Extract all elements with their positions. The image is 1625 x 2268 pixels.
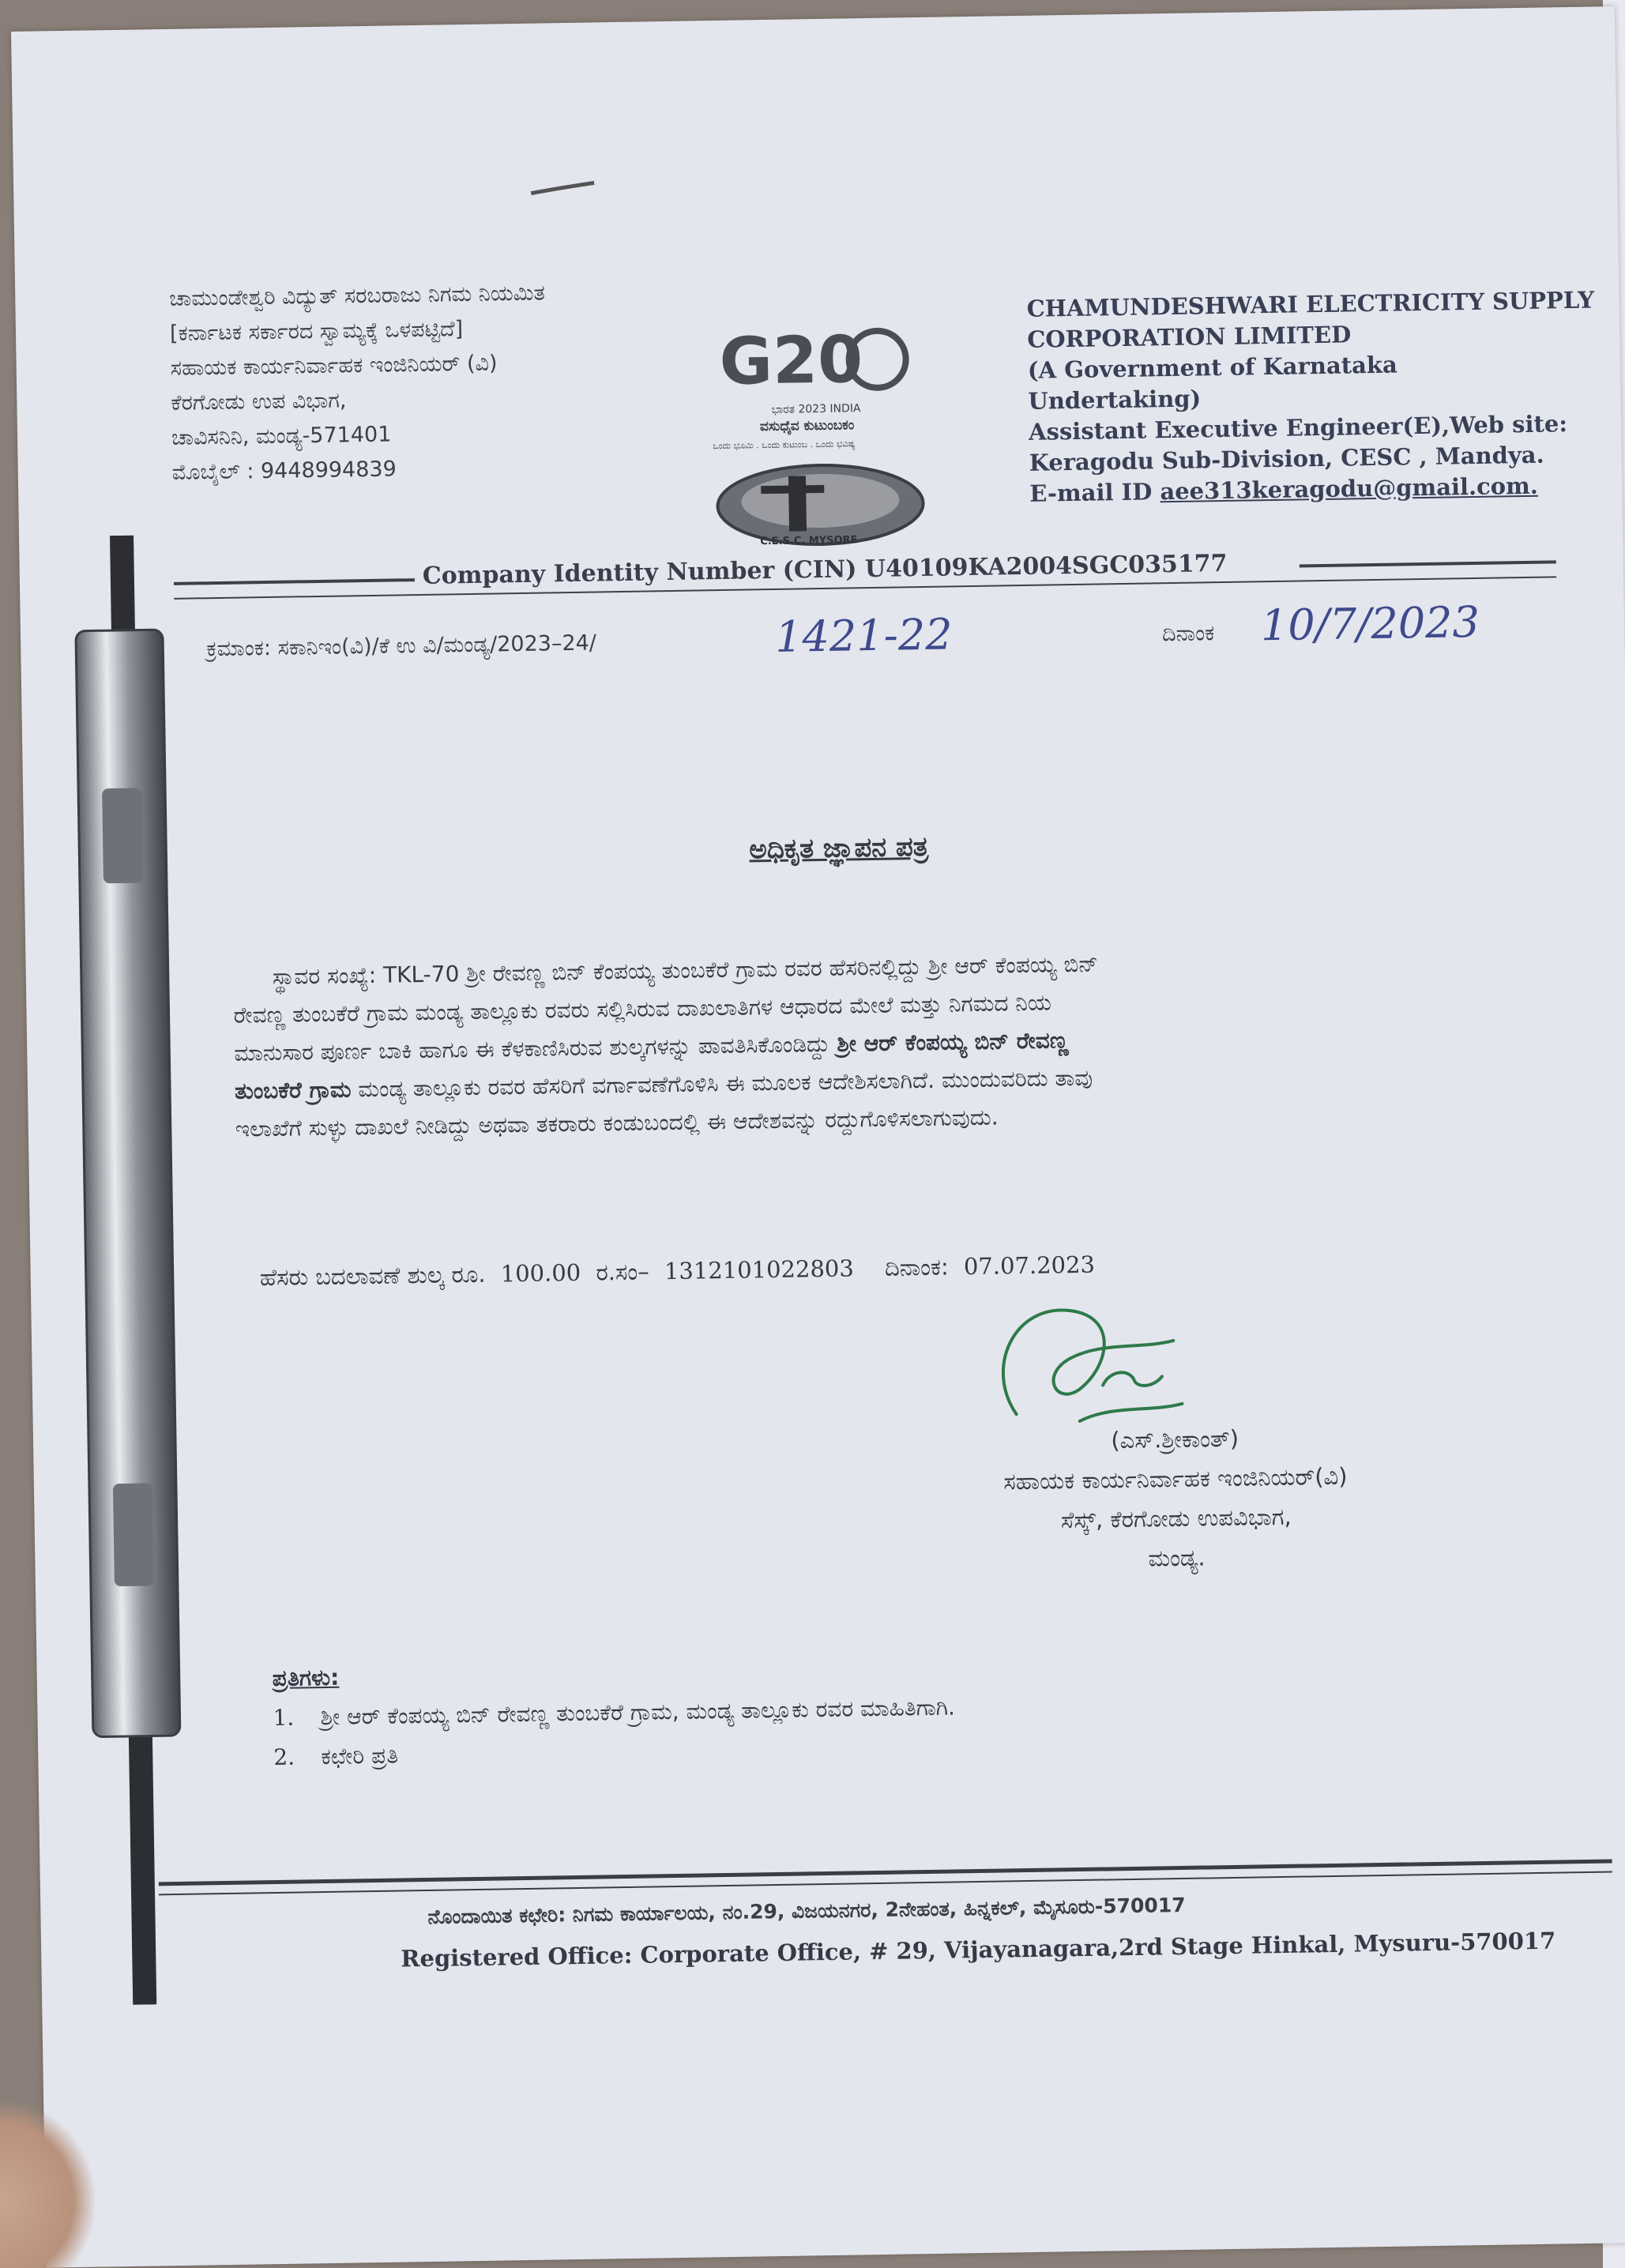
g20-logo xyxy=(703,317,958,463)
date-label: ದಿನಾಂಕ xyxy=(1161,621,1215,647)
copies-heading: ಪ್ರತಿಗಳು: xyxy=(272,1664,340,1692)
copies-section xyxy=(272,1649,956,1778)
body-text: ಮಂಡ್ಯ ತಾಲ್ಲೂಕು ರವರ ಹೆಸರಿಗೆ ವರ್ಗಾವಣೆಗೊಳಿಸಿ ಈ ಮೂಲಕ ಆದೇಶಿಸಲಾಗಿದೆ. ಮುಂದುವರಿದು ತಾವು xyxy=(358,1064,1093,1103)
email-address: aee313keragodu@gmail.com. xyxy=(1160,472,1539,506)
fee-amount: 100.00 xyxy=(500,1258,581,1288)
copy-item-number: 1. xyxy=(273,1704,295,1732)
finger-shadow xyxy=(0,2101,95,2268)
company-cin: Company Identity Number (CIN) U40109KA2004SGC035177 xyxy=(415,548,1300,590)
header-left-kannada xyxy=(169,273,741,491)
header-right-line4: Undertaking) xyxy=(1028,385,1202,415)
g20-text: G20 xyxy=(718,322,863,400)
date-handwritten: 10/7/2023 xyxy=(1260,596,1480,651)
document-title: ಅಧಿಕೃತ ಜ್ಞಾಪನ ಪತ್ರ xyxy=(749,830,929,866)
receipt-label: ರ.ಸಂ– xyxy=(596,1258,649,1286)
order-body xyxy=(232,938,1563,1148)
footer-english: Registered Office: Corporate Office, # 29, Vijayanagara,2rd Stage Hinkal, Mysuru-570017 xyxy=(401,1927,1556,1973)
cesc-emblem xyxy=(713,460,928,550)
body-bold-village: ತುಂಬಕೆರೆ ಗ್ರಾಮ xyxy=(234,1076,352,1104)
body-line: ಇಲಾಖೆಗೆ ಸುಳ್ಳು ದಾಖಲೆ ನೀಡಿದ್ದು ಅಥವಾ ತಕರಾರು ಕಂಡುಬಂದಲ್ಲಿ ಈ ಆದೇಶವನ್ನು ರದ್ದುಗೊಳಿಸಲಾಗುವುದು. xyxy=(235,1104,999,1142)
header-left-line: [ಕರ್ನಾಟಕ ಸರ್ಕಾರದ ಸ್ವಾಮ್ಯಕ್ಕೆ ಒಳಪಟ್ಟಿದೆ] xyxy=(169,317,464,346)
header-left-line: ಕೆರಗೋಡು ಉಪ ವಿಭಾಗ, xyxy=(171,388,347,416)
signatory-block xyxy=(878,1415,1473,1582)
footer-divider-thin xyxy=(159,1871,1612,1895)
email-label: E-mail ID xyxy=(1029,478,1160,507)
header-right-line6: Keragodu Sub-Division, CESC , Mandya. xyxy=(1029,441,1544,476)
header-right-line3: (A Government of Karnataka xyxy=(1027,351,1398,384)
copy-item-text: ಶ್ರೀ ಆರ್ ಕೆಂಪಯ್ಯ ಬಿನ್ ರೇವಣ್ಣ ತುಂಬಕೆರೆ ಗ್ರಾಮ, ಮಂಡ್ಯ ತಾಲ್ಲೂಕು ರವರ ಮಾಹಿತಿಗಾಗಿ. xyxy=(320,1694,956,1731)
header-right-english xyxy=(1026,285,1595,510)
header-right-line5: Assistant Executive Engineer(E),Web site: xyxy=(1028,410,1568,446)
header-right-line2: CORPORATION LIMITED xyxy=(1027,321,1352,353)
header-left-line: ಸಹಾಯಕ ಕಾರ್ಯನಿರ್ವಾಹಕ ಇಂಜಿನಿಯರ್ (ವಿ) xyxy=(170,351,498,381)
cesc-emblem-text: C.E.S.C. MYSORE xyxy=(760,534,858,548)
copy-item-number: 2. xyxy=(273,1743,295,1771)
fee-label: ಹೆಸರು ಬದಲಾವಣೆ ಶುಲ್ಕ ರೂ. xyxy=(259,1260,486,1292)
header-left-line: ಚಾವಿಸನಿನಿ, ಮಂಡ್ಯ-571401 xyxy=(171,422,392,450)
fee-date-label: ದಿನಾಂಕ: xyxy=(884,1253,950,1281)
header-right-line1: CHAMUNDESHWARI ELECTRICITY SUPPLY xyxy=(1026,286,1595,322)
body-line: ಸ್ಥಾವರ ಸಂಖ್ಯೆ: TKL-70 ಶ್ರೀ ರೇವಣ್ಣ ಬಿನ್ ಕೆಂಪಯ್ಯ ತುಂಬಕೆರೆ ಗ್ರಾಮ ರವರ ಹೆಸರಿನಲ್ಲಿದ್ದು ಶ್ರೀ ಆರ್ ಕೆಂಪಯ್ಯ ಬಿನ್ xyxy=(272,950,1099,990)
pen-mark xyxy=(527,176,598,201)
header-left-line: ಚಾಮುಂಡೇಶ್ವರಿ ವಿದ್ಯುತ್ ಸರಬರಾಜು ನಿಗಮ ನಿಯಮಿತ xyxy=(169,280,546,311)
footer-kannada: ನೊಂದಾಯಿತ ಕಛೇರಿ: ನಿಗಮ ಕಾರ್ಯಾಲಯ, ನಂ.29, ವಿಜಯನಗರ, 2ನೇಹಂತ, ಹಿನ್ನಕಲ್, ಮೈಸೂರು-570017 xyxy=(427,1893,1186,1929)
signature-handwritten xyxy=(983,1293,1198,1439)
g20-line1: ಭಾರತ 2023 INDIA xyxy=(771,402,861,416)
header-left-line: ಮೊಬೈಲ್ : 9448994839 xyxy=(171,457,397,485)
signatory-office: ಸೆಸ್ಕ್, ಕೆರಗೋಡು ಉಪವಿಭಾಗ, xyxy=(1060,1503,1292,1534)
body-text: ಮಾನುಸಾರ ಪೂರ್ಣ ಬಾಕಿ ಹಾಗೂ ಈ ಕೆಳಕಾಣಿಸಿರುವ ಶುಲ್ಕಗಳನ್ನು ಪಾವತಿಸಿಕೊಂಡಿದ್ದು xyxy=(234,1030,830,1066)
name-change-fee-line xyxy=(260,1251,1104,1292)
receipt-number: 1312101022803 xyxy=(664,1254,855,1285)
letter-sheet xyxy=(11,6,1625,2268)
body-line: ರೇವಣ್ಣ ತುಂಬಕೆರೆ ಗ್ರಾಮ ಮಂಡ್ಯ ತಾಲ್ಲೂಕು ರವರು ಸಲ್ಲಿಸಿರುವ ದಾಖಲಾತಿಗಳ ಆಧಾರದ ಮೇಲೆ ಮತ್ತು ನಿಗಮದ ನಿಯ xyxy=(233,989,1052,1029)
reference-label: ಕ್ರಮಾಂಕ: ಸಕಾನಿಇಂ(ವಿ)/ಕೆ ಉ ವಿ/ಮಂಡ್ಯ/2023–24/ xyxy=(206,630,597,662)
signatory-place: ಮಂಡ್ಯ. xyxy=(1148,1544,1206,1572)
fee-date: 07.07.2023 xyxy=(963,1251,1096,1281)
signatory-designation: ಸಹಾಯಕ ಕಾರ್ಯನಿರ್ವಾಹಕ ಇಂಜಿನಿಯರ್(ವಿ) xyxy=(1003,1462,1348,1495)
body-bold-name: ಶ್ರೀ ಆರ್ ಕೆಂಪಯ್ಯ ಬಿನ್ ರೇವಣ್ಣ xyxy=(837,1027,1069,1057)
signatory-name: (ಎಸ್.ಶ್ರೀಕಾಂತ್) xyxy=(1111,1424,1239,1454)
file-fastener-clip xyxy=(66,535,200,2006)
g20-line3: ಒಂದು ಭೂಮಿ . ಒಂದು ಕುಟುಂಬ . ಒಂದು ಭವಿಷ್ಯ xyxy=(713,438,856,452)
g20-line2: ವಸುಧೈವ ಕುಟುಂಬಕಂ xyxy=(759,417,855,435)
reference-number-handwritten: 1421-22 xyxy=(774,609,954,662)
copy-item-text: ಕಛೇರಿ ಪ್ರತಿ xyxy=(321,1742,399,1770)
